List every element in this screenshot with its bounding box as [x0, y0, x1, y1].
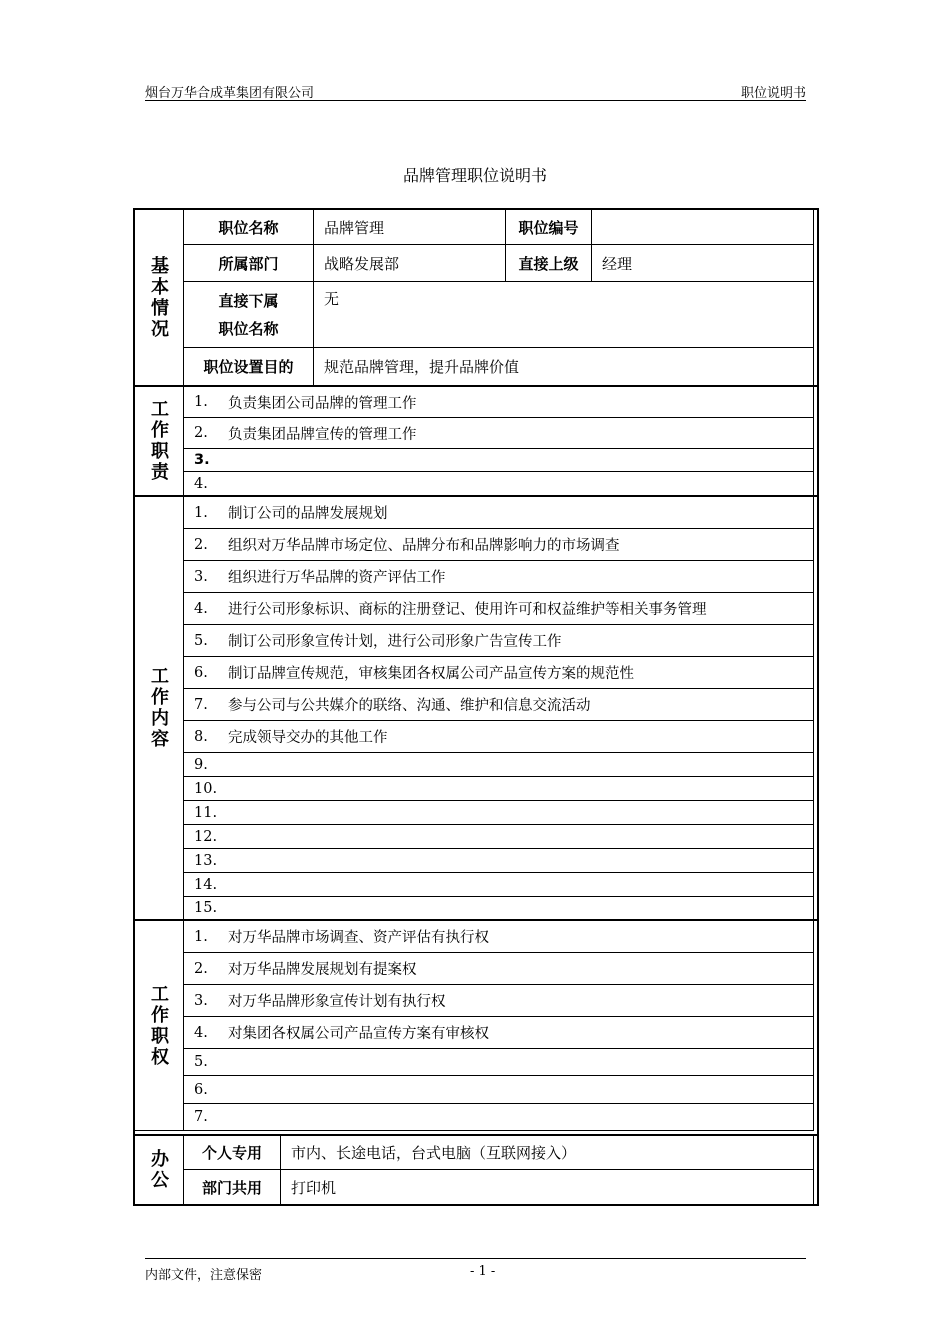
- basic-info-section-label: 基本情况: [133, 210, 184, 386]
- authority-row: 6.: [184, 1076, 814, 1104]
- duty-row: 4.: [184, 472, 814, 496]
- shared-use-value: 打印机: [281, 1170, 814, 1206]
- content-row: 13.: [184, 849, 814, 873]
- shared-use-label: 部门共用: [184, 1170, 281, 1206]
- position-code-label: 职位编号: [506, 210, 592, 245]
- authority-row: 7.: [184, 1104, 814, 1131]
- purpose-value: 规范品牌管理，提升品牌价值: [314, 348, 814, 386]
- department-label: 所属部门: [184, 245, 314, 282]
- content-row: 5. 制订公司形象宣传计划，进行公司形象广告宣传工作: [184, 625, 814, 657]
- content-row: 11.: [184, 801, 814, 825]
- authority-row: 1. 对万华品牌市场调查、资产评估有执行权: [184, 921, 814, 953]
- company-name: 烟台万华合成革集团有限公司: [145, 86, 315, 101]
- duty-row: 2. 负责集团品牌宣传的管理工作: [184, 418, 814, 449]
- content-section-label: 工作内容: [133, 497, 184, 920]
- duty-row: 3.: [184, 449, 814, 472]
- authority-row: 3. 对万华品牌形象宣传计划有执行权: [184, 985, 814, 1017]
- authority-row: 4. 对集团各权属公司产品宣传方案有审核权: [184, 1017, 814, 1049]
- superior-value: 经理: [592, 245, 814, 282]
- content-row: 9.: [184, 753, 814, 777]
- personal-use-value: 市内、长途电话，台式电脑（互联网接入）: [281, 1136, 814, 1170]
- content-row: 7. 参与公司与公共媒介的联络、沟通、维护和信息交流活动: [184, 689, 814, 721]
- authority-row: 5.: [184, 1049, 814, 1076]
- authority-row: 2. 对万华品牌发展规划有提案权: [184, 953, 814, 985]
- position-code-value: [592, 210, 814, 245]
- page-footer: [145, 1258, 806, 1283]
- content-row: 2. 组织对万华品牌市场定位、品牌分布和品牌影响力的市场调查: [184, 529, 814, 561]
- purpose-label: 职位设置目的: [184, 348, 314, 386]
- content-row: 3. 组织进行万华品牌的资产评估工作: [184, 561, 814, 593]
- content-row: 6. 制订品牌宣传规范，审核集团各权属公司产品宣传方案的规范性: [184, 657, 814, 689]
- office-section-label: 办公: [133, 1136, 184, 1204]
- page-number: - 1 -: [470, 1264, 496, 1279]
- doc-type: 职位说明书: [740, 86, 806, 101]
- content-row: 15.: [184, 897, 814, 920]
- position-name-value: 品牌管理: [314, 210, 506, 245]
- personal-use-label: 个人专用: [184, 1136, 281, 1170]
- page-title: 品牌管理职位说明书: [402, 166, 547, 185]
- content-row: 14.: [184, 873, 814, 897]
- page-header: [145, 82, 806, 101]
- content-row: 4. 进行公司形象标识、商标的注册登记、使用许可和权益维护等相关事务管理: [184, 593, 814, 625]
- superior-label: 直接上级: [506, 245, 592, 282]
- position-name-label: 职位名称: [184, 210, 314, 245]
- department-value: 战略发展部: [314, 245, 506, 282]
- subordinate-label: 直接下属 职位名称: [184, 282, 314, 348]
- content-row: 12.: [184, 825, 814, 849]
- duties-section-label: 工作职责: [133, 387, 184, 496]
- content-row: 8. 完成领导交办的其他工作: [184, 721, 814, 753]
- content-row: 10.: [184, 777, 814, 801]
- subordinate-value: 无: [314, 282, 814, 348]
- confidential-note: 内部文件，注意保密: [145, 1268, 263, 1283]
- content-row: 1. 制订公司的品牌发展规划: [184, 497, 814, 529]
- duty-row: 1. 负责集团公司品牌的管理工作: [184, 387, 814, 418]
- authority-section-label: 工作职权: [133, 921, 184, 1131]
